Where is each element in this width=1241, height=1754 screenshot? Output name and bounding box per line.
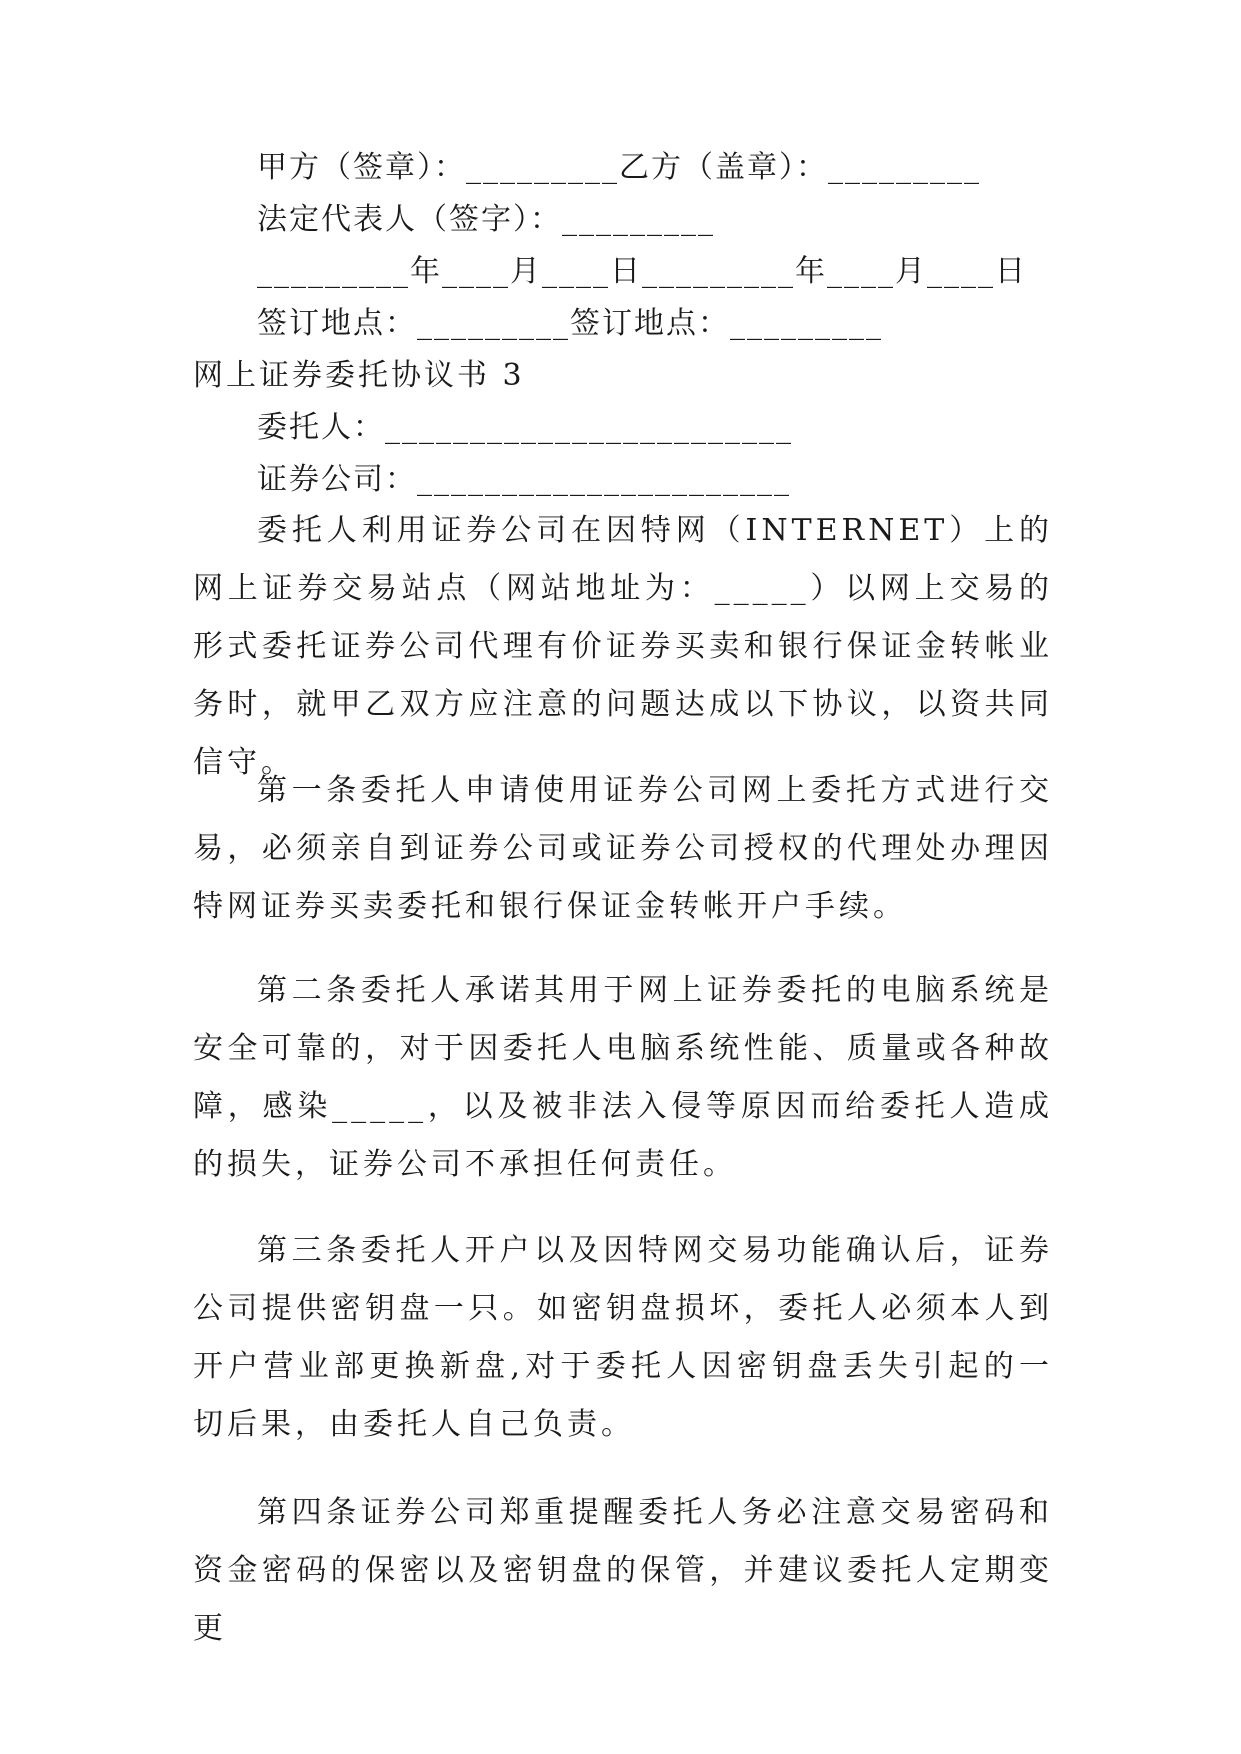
client-line: 委托人：________________________ bbox=[257, 410, 793, 445]
party-signature-line: 甲方（签章）：_________乙方（盖章）：_________ bbox=[257, 150, 981, 185]
legal-representative-line: 法定代表人（签字）：_________ bbox=[257, 202, 715, 237]
article-1-paragraph: 第一条委托人申请使用证券公司网上委托方式进行交易，必须亲自到证券公司或证券公司授权的代理处办理因特网证券买卖委托和银行保证金转帐开户手续。 bbox=[193, 773, 1053, 924]
article-2-paragraph: 第二条委托人承诺其用于网上证券委托的电脑系统是安全可靠的，对于因委托人电脑系统性能、质量或各种故障，感染_____，以及被非法入侵等原因而给委托人造成的损失，证券公司不承担任何责任。 bbox=[193, 973, 1053, 1182]
agreement-title: 网上证券委托协议书 3 bbox=[193, 358, 525, 393]
date-line: _________年____月____日_________年____月____日 bbox=[257, 254, 1027, 289]
securities-company-line: 证券公司：______________________ bbox=[257, 462, 791, 497]
article-3-paragraph: 第三条委托人开户以及因特网交易功能确认后，证券公司提供密钥盘一只。如密钥盘损坏，委托人必须本人到开户营业部更换新盘,对于委托人因密钥盘丢失引起的一切后果，由委托人自己负责。 bbox=[193, 1233, 1053, 1442]
signing-place-line: 签订地点：_________签订地点：_________ bbox=[257, 306, 883, 341]
article-4-paragraph: 第四条证券公司郑重提醒委托人务必注意交易密码和资金密码的保密以及密钥盘的保管，并建议委托人定期变更 bbox=[193, 1495, 1053, 1646]
intro-paragraph: 委托人利用证券公司在因特网（INTERNET）上的网上证券交易站点（网站地址为：_____）以网上交易的形式委托证券公司代理有价证券买卖和银行保证金转帐业务时，就甲乙双方应注意的问题达成以下协议，以资共同信守。 bbox=[193, 513, 1053, 780]
